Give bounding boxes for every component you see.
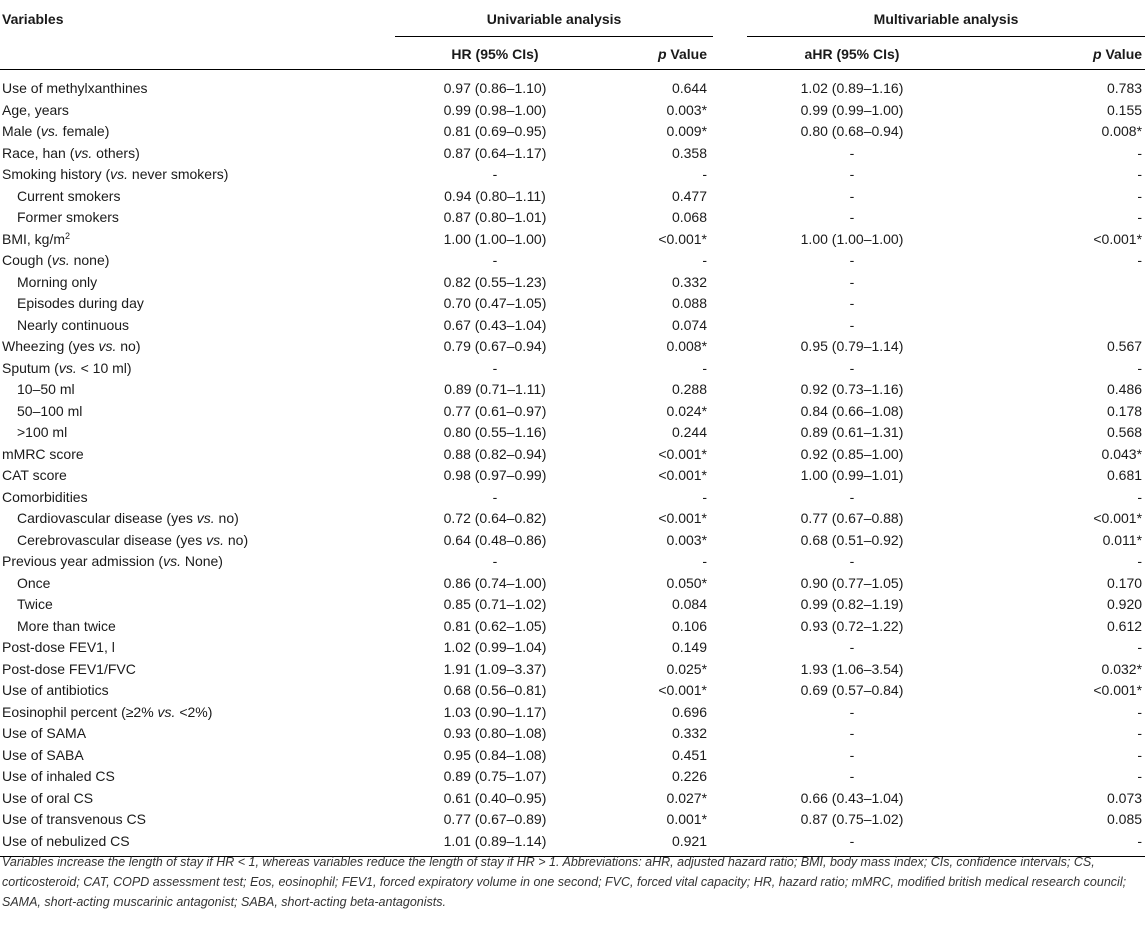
row-variable: Former smokers [17, 209, 119, 225]
row-variable: Cerebrovascular disease (yes vs. no) [17, 531, 249, 548]
row-adjusted-p-value: 0.043* [1101, 445, 1143, 462]
row-ahr: - [849, 553, 855, 569]
header-hr: HR (95% CIs) [451, 45, 539, 62]
row-ahr: - [849, 187, 855, 204]
row-variable: Post-dose FEV1/FVC [2, 660, 136, 677]
row-ahr: - [849, 488, 855, 505]
row-adjusted-p-value: - [1137, 639, 1143, 655]
table-row [0, 401, 1145, 423]
row-adjusted-p-value: 0.681 [1106, 467, 1143, 483]
row-hr: 0.64 (0.48–0.86) [443, 531, 547, 548]
row-hr: - [492, 488, 498, 505]
row-adjusted-p-value [957, 315, 1145, 337]
row-adjusted-p-value: - [1137, 359, 1143, 376]
row-p-value: - [702, 166, 708, 182]
table-row [0, 250, 1145, 272]
row-ahr: - [849, 316, 855, 333]
row-variable: Episodes during day [17, 295, 144, 311]
table-row [0, 788, 1145, 810]
row-adjusted-p-value: 0.085 [1106, 811, 1143, 827]
row-p-value: 0.008* [666, 338, 708, 354]
row-ahr: 0.84 (0.66–1.08) [800, 402, 904, 419]
row-variable: Smoking history (vs. never smokers) [2, 166, 229, 182]
row-p-value: 0.332 [671, 725, 708, 741]
table-row [0, 379, 1145, 401]
row-p-value: - [702, 359, 708, 376]
row-adjusted-p-value [957, 293, 1145, 315]
row-hr: 0.87 (0.64–1.17) [443, 144, 547, 161]
row-ahr: - [849, 768, 855, 784]
row-p-value: 0.244 [671, 424, 708, 440]
row-variable: >100 ml [17, 424, 68, 440]
row-ahr: 0.92 (0.85–1.00) [800, 445, 904, 462]
row-hr: - [492, 359, 498, 376]
table-footnote: Variables increase the length of stay if HR < 1, whereas variables reduce the length of stay if HR > 1. Abbreviations: aHR, adjusted hazard ratio; BMI, body mass index; CIs, confidence intervals; CS, corticosteroid; CAT, COPD assessment test; Eos, eosinophil; FEV1, forced expiratory volume in one second; FVC, forced vital capacity; HR, hazard ratio; mMRC, modified british medical research council; SAMA, short-acting muscarinic antagonist; SABA, short-acting beta-antagonists. [2, 855, 1127, 909]
row-variable: mMRC score [2, 445, 84, 462]
row-hr: 0.81 (0.69–0.95) [443, 123, 547, 139]
row-variable: More than twice [17, 617, 116, 634]
row-variable: Use of methylxanthines [2, 80, 148, 96]
row-p-value: <0.001* [658, 467, 708, 483]
row-hr: 0.98 (0.97–0.99) [443, 467, 547, 483]
row-adjusted-p-value: - [1137, 144, 1143, 161]
row-hr: 0.77 (0.61–0.97) [443, 402, 547, 419]
row-hr: 0.70 (0.47–1.05) [443, 295, 547, 311]
row-p-value: 0.050* [666, 574, 708, 591]
header-multivariable: Multivariable analysis [747, 0, 1145, 38]
row-p-value: 0.696 [671, 703, 708, 720]
row-variable: Eosinophil percent (≥2% vs. <2%) [2, 703, 213, 720]
row-ahr: 0.69 (0.57–0.84) [800, 682, 904, 698]
row-adjusted-p-value: 0.920 [1106, 596, 1143, 612]
row-p-value: - [702, 553, 708, 569]
row-adjusted-p-value: - [1137, 832, 1143, 849]
row-adjusted-p-value: - [1137, 252, 1143, 268]
row-ahr: 0.89 (0.61–1.31) [800, 424, 904, 440]
row-adjusted-p-value [957, 272, 1145, 294]
row-hr: 0.95 (0.84–1.08) [443, 746, 547, 763]
row-variable: Use of SABA [2, 746, 84, 763]
row-hr: 1.91 (1.09–3.37) [443, 660, 547, 677]
row-ahr: 1.00 (1.00–1.00) [800, 230, 904, 247]
row-p-value: 0.226 [671, 768, 708, 784]
table-row [0, 766, 1145, 788]
table-row [0, 358, 1145, 380]
table-row [0, 723, 1145, 745]
table-row [0, 272, 1145, 294]
row-ahr: 0.66 (0.43–1.04) [800, 789, 904, 806]
table-row [0, 100, 1145, 122]
row-variable: BMI, $kg/m^2$ [2, 230, 71, 247]
row-ahr: - [849, 273, 855, 290]
row-p-value: 0.024* [666, 402, 708, 419]
table-body [0, 70, 1145, 857]
row-hr: - [492, 252, 498, 268]
row-variable: Use of transvenous CS [2, 811, 146, 827]
row-adjusted-p-value: 0.011* [1102, 531, 1143, 548]
table-row [0, 809, 1145, 831]
row-ahr: - [849, 703, 855, 720]
row-adjusted-p-value: 0.178 [1106, 402, 1143, 419]
table-row [0, 186, 1145, 208]
row-ahr: - [849, 359, 855, 376]
row-hr: 0.61 (0.40–0.95) [443, 789, 547, 806]
table-row [0, 164, 1145, 186]
row-p-value: 0.644 [671, 80, 708, 96]
header-p-value: p Value [657, 45, 708, 62]
row-adjusted-p-value: 0.008* [1101, 123, 1143, 139]
row-hr: 0.79 (0.67–0.94) [443, 338, 547, 354]
row-hr: 0.67 (0.43–1.04) [443, 316, 547, 333]
header-variables: Variables [2, 11, 64, 27]
table-row [0, 745, 1145, 767]
row-hr: 0.80 (0.55–1.16) [443, 424, 547, 440]
row-hr: - [492, 553, 498, 569]
row-variable: Wheezing (yes vs. no) [2, 338, 141, 354]
row-hr: 0.87 (0.80–1.01) [443, 209, 547, 225]
table-row [0, 573, 1145, 595]
table-row [0, 336, 1145, 358]
row-p-value: 0.477 [671, 187, 708, 204]
row-p-value: 0.451 [671, 746, 708, 763]
row-ahr: - [849, 639, 855, 655]
row-p-value: 0.003* [666, 101, 708, 118]
row-p-value: 0.025* [666, 660, 708, 677]
table-row [0, 702, 1145, 724]
table-row [0, 207, 1145, 229]
row-hr: 0.68 (0.56–0.81) [443, 682, 547, 698]
table-row [0, 229, 1145, 251]
table-row [0, 315, 1145, 337]
row-adjusted-p-value: - [1137, 553, 1143, 569]
row-variable: Age, years [2, 101, 69, 118]
row-p-value: 0.027* [666, 789, 708, 806]
row-adjusted-p-value: 0.032* [1101, 660, 1143, 677]
row-p-value: 0.074 [671, 316, 708, 333]
table-row [0, 637, 1145, 659]
row-adjusted-p-value: 0.170 [1106, 574, 1143, 591]
row-variable: Use of SAMA [2, 725, 87, 741]
row-ahr: 0.87 (0.75–1.02) [800, 811, 904, 827]
table-row [0, 616, 1145, 638]
row-adjusted-p-value: 0.567 [1106, 338, 1143, 354]
row-ahr: 0.95 (0.79–1.14) [800, 338, 904, 354]
table-row [0, 487, 1145, 509]
row-hr: 0.97 (0.86–1.10) [443, 80, 547, 96]
row-p-value: 0.288 [671, 381, 708, 397]
row-variable: Previous year admission (vs. None) [2, 553, 223, 569]
row-ahr: 0.90 (0.77–1.05) [800, 574, 904, 591]
row-p-value: 0.003* [666, 531, 708, 548]
row-variable: Sputum (vs. < 10 ml) [2, 359, 132, 376]
row-hr: - [492, 166, 498, 182]
row-adjusted-p-value: 0.486 [1106, 381, 1143, 397]
row-variable: Cough (vs. none) [2, 252, 110, 268]
row-variable: Use of antibiotics [2, 682, 109, 698]
row-ahr: 0.93 (0.72–1.22) [800, 617, 904, 634]
row-p-value: 0.921 [671, 832, 708, 849]
row-ahr: 0.80 (0.68–0.94) [800, 123, 904, 139]
row-hr: 0.88 (0.82–0.94) [443, 445, 547, 462]
row-p-value: 0.068 [671, 209, 708, 225]
row-variable: Morning only [17, 273, 98, 290]
row-adjusted-p-value: <0.001* [1093, 682, 1143, 698]
row-variable: Use of oral CS [2, 789, 94, 806]
row-variable: 50–100 ml [17, 402, 83, 419]
row-ahr: - [849, 295, 855, 311]
row-p-value: - [702, 252, 708, 268]
row-variable: Current smokers [17, 187, 121, 204]
row-variable: Race, han (vs. others) [2, 144, 140, 161]
row-ahr: - [849, 252, 855, 268]
row-adjusted-p-value: - [1137, 166, 1143, 182]
row-p-value: <0.001* [658, 682, 708, 698]
row-variable: Use of inhaled CS [2, 768, 115, 784]
row-ahr: 0.68 (0.51–0.92) [800, 531, 904, 548]
row-ahr: 0.92 (0.73–1.16) [800, 381, 904, 397]
row-ahr: 1.93 (1.06–3.54) [800, 660, 904, 677]
row-hr: 0.86 (0.74–1.00) [443, 574, 547, 591]
row-p-value: 0.332 [671, 273, 708, 290]
row-variable: Use of nebulized CS [2, 832, 130, 849]
table-row [0, 121, 1145, 143]
row-adjusted-p-value: - [1137, 746, 1143, 763]
row-adjusted-p-value: 0.155 [1106, 101, 1143, 118]
row-p-value: 0.358 [671, 144, 708, 161]
header-adjusted-p-value: p Value [1093, 45, 1143, 62]
table-row [0, 422, 1145, 444]
row-hr: 0.72 (0.64–0.82) [443, 510, 547, 526]
row-ahr: 0.99 (0.99–1.00) [800, 101, 904, 118]
table-row [0, 659, 1145, 681]
table-row [0, 680, 1145, 702]
row-hr: 0.81 (0.62–1.05) [443, 617, 547, 634]
row-variable: 10–50 ml [17, 381, 75, 397]
table-row [0, 594, 1145, 616]
row-hr: 0.93 (0.80–1.08) [443, 725, 547, 741]
row-ahr: - [849, 746, 855, 763]
row-adjusted-p-value: <0.001* [1093, 230, 1143, 247]
row-p-value: 0.084 [671, 596, 708, 612]
row-ahr: 0.77 (0.67–0.88) [800, 510, 904, 526]
row-adjusted-p-value: - [1137, 768, 1143, 784]
row-adjusted-p-value: 0.568 [1106, 424, 1143, 440]
row-p-value: <0.001* [658, 230, 708, 247]
table-row [0, 70, 1145, 100]
row-variable: Male (vs. female) [2, 123, 110, 139]
row-adjusted-p-value: - [1137, 488, 1143, 505]
row-adjusted-p-value: - [1137, 209, 1143, 225]
row-hr: 0.85 (0.71–1.02) [443, 596, 547, 612]
row-hr: 1.03 (0.90–1.17) [443, 703, 547, 720]
row-hr: 1.01 (0.89–1.14) [443, 832, 547, 849]
row-adjusted-p-value: - [1137, 725, 1143, 741]
table-row [0, 143, 1145, 165]
table-row [0, 293, 1145, 315]
row-variable: Twice [17, 596, 53, 612]
row-adjusted-p-value: <0.001* [1093, 510, 1143, 526]
table-row [0, 465, 1145, 487]
row-adjusted-p-value: 0.612 [1106, 617, 1143, 634]
row-hr: 0.94 (0.80–1.11) [444, 187, 546, 204]
row-hr: 0.89 (0.71–1.11) [444, 381, 546, 397]
row-variable: Comorbidities [2, 488, 88, 505]
row-ahr: - [849, 166, 855, 182]
row-p-value: 0.106 [671, 617, 708, 634]
row-variable: Post-dose FEV1, l [2, 639, 115, 655]
row-ahr: - [849, 725, 855, 741]
row-ahr: 1.00 (0.99–1.01) [800, 467, 904, 483]
row-hr: 0.99 (0.98–1.00) [443, 101, 547, 118]
row-adjusted-p-value: - [1137, 187, 1143, 204]
row-variable: Once [17, 574, 51, 591]
table-row [0, 530, 1145, 552]
row-hr: 0.77 (0.67–0.89) [443, 811, 547, 827]
row-variable: Cardiovascular disease (yes vs. no) [17, 510, 239, 526]
row-ahr: - [849, 209, 855, 225]
row-p-value: 0.149 [671, 639, 708, 655]
header-ahr: aHR (95% CIs) [804, 45, 900, 62]
row-p-value: 0.009* [666, 123, 708, 139]
row-adjusted-p-value: 0.073 [1106, 789, 1143, 806]
header-univariable: Univariable analysis [395, 0, 713, 38]
row-hr: 1.00 (1.00–1.00) [443, 230, 547, 247]
row-hr: 1.02 (0.99–1.04) [443, 639, 547, 655]
row-adjusted-p-value: - [1137, 703, 1143, 720]
row-ahr: - [849, 832, 855, 849]
table-header [0, 0, 1145, 70]
row-p-value: - [702, 488, 708, 505]
row-variable: Nearly continuous [17, 316, 130, 333]
row-variable: CAT score [2, 467, 67, 483]
row-p-value: 0.001* [666, 811, 708, 827]
table-row [0, 508, 1145, 530]
row-p-value: <0.001* [658, 445, 708, 462]
row-p-value: 0.088 [671, 295, 708, 311]
row-p-value: <0.001* [658, 510, 708, 526]
table-row [0, 551, 1145, 573]
row-adjusted-p-value: 0.783 [1106, 80, 1143, 96]
row-ahr: 0.99 (0.82–1.19) [800, 596, 904, 612]
row-hr: 0.89 (0.75–1.07) [443, 768, 547, 784]
row-ahr: 1.02 (0.89–1.16) [800, 80, 904, 96]
row-ahr: - [849, 144, 855, 161]
row-hr: 0.82 (0.55–1.23) [443, 273, 547, 290]
table-row [0, 444, 1145, 466]
